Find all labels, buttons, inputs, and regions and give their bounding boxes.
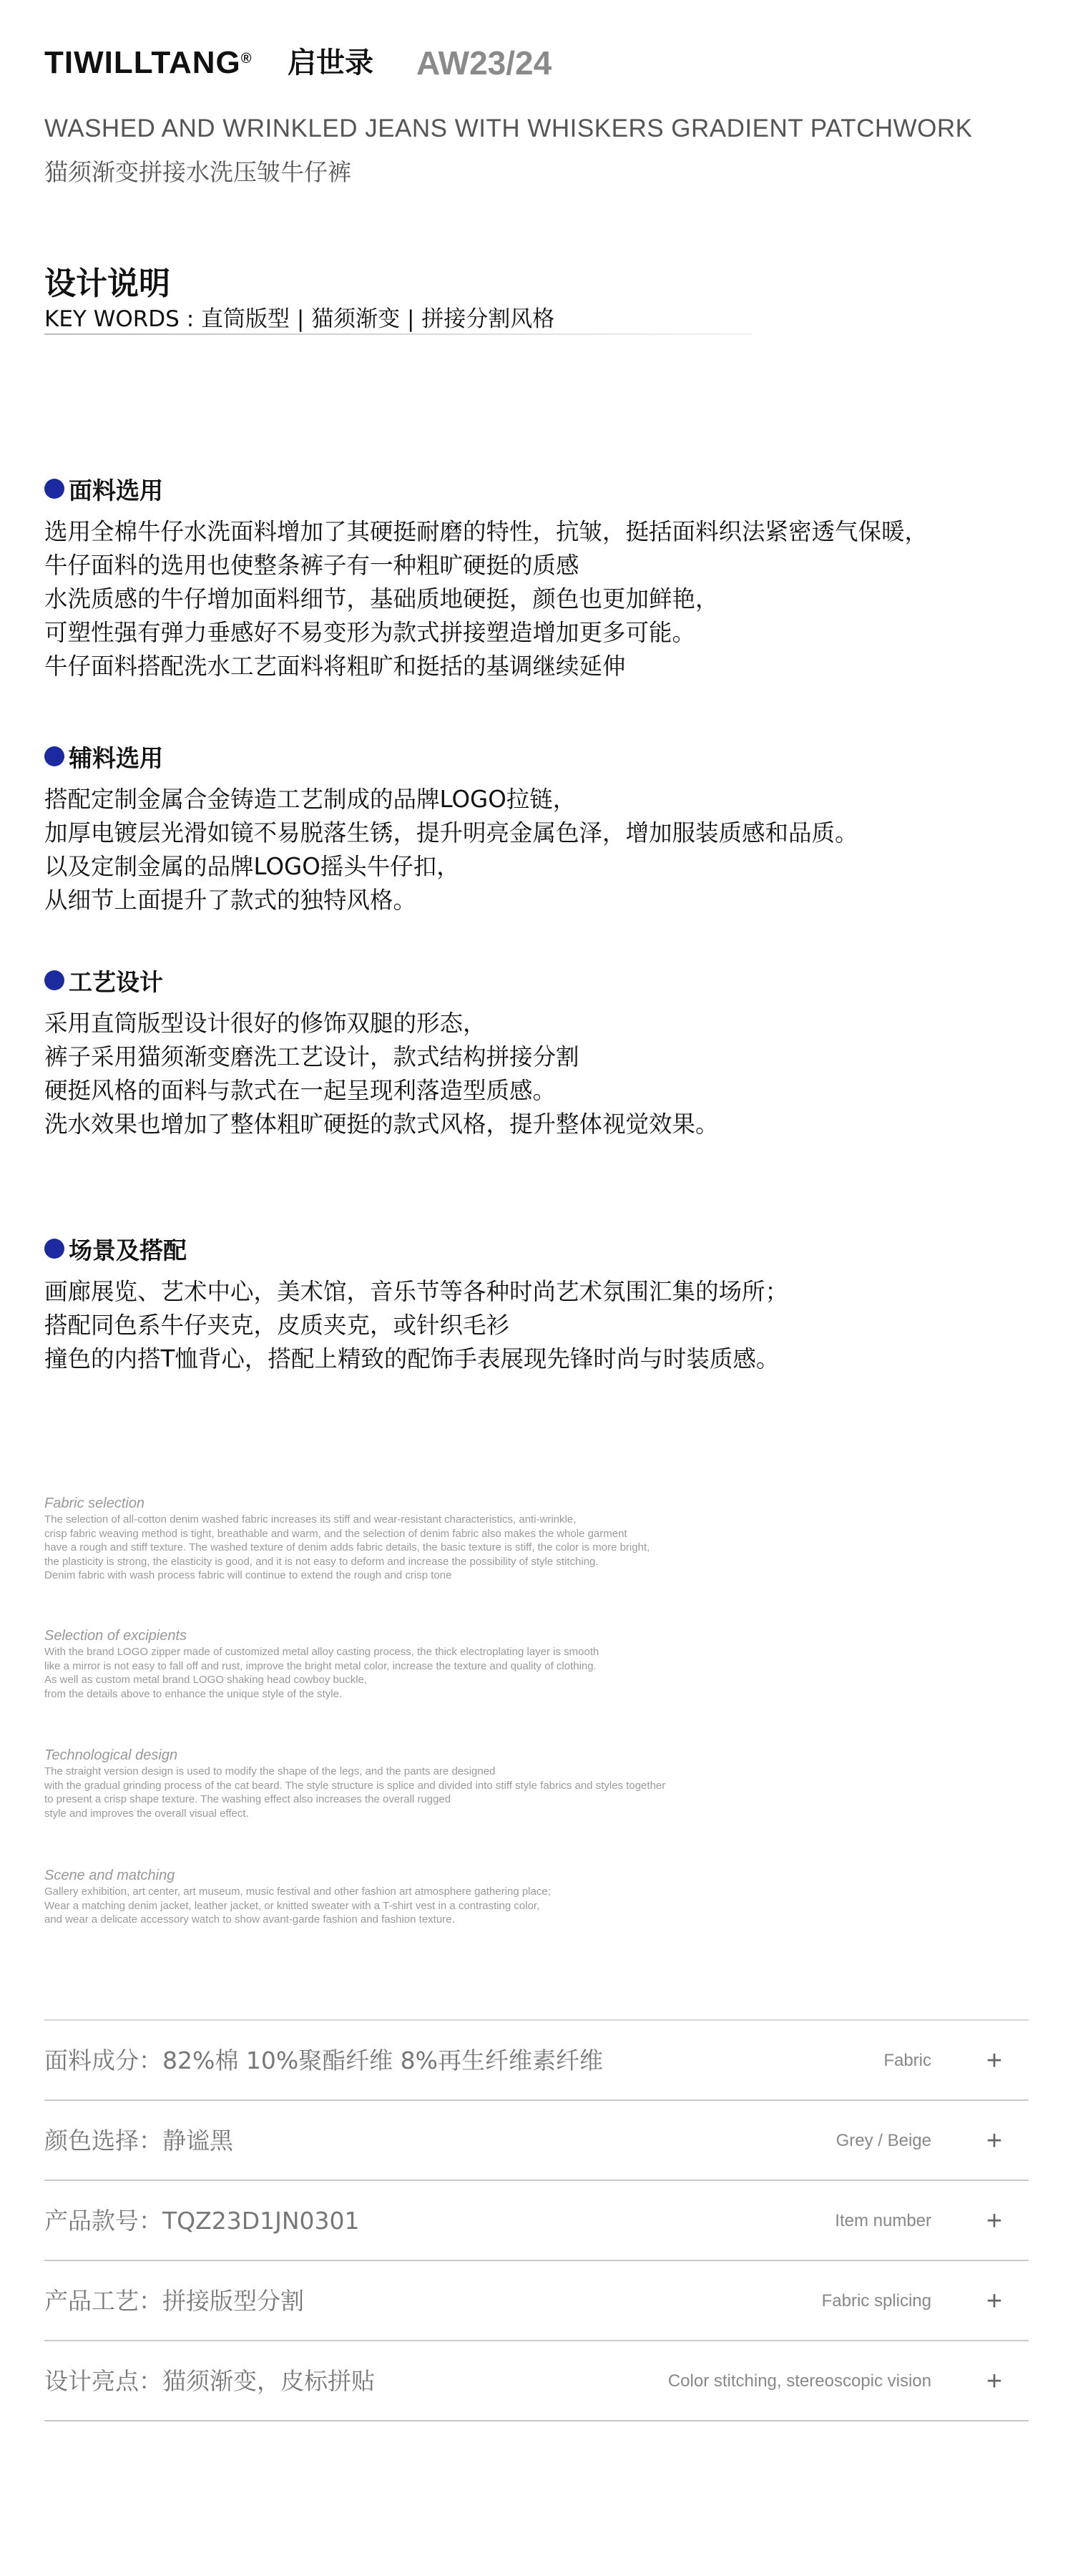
spec-row-highlights[interactable] — [44, 2341, 1029, 2421]
note-line: As well as custom metal brand LOGO shaking head cowboy buckle, — [44, 1674, 368, 1686]
note-line: The selection of all-cotton denim washed fabric increases its stiff and wear-resistant characteristics, anti-wrinkle, — [44, 1513, 577, 1526]
bullet-dot-icon — [44, 970, 64, 990]
bullet-dot-icon — [44, 479, 64, 499]
keywords-divider — [44, 333, 753, 335]
spec-en-label: Fabric — [883, 2051, 931, 2070]
brand-name: TIWILLTANG — [44, 45, 241, 80]
section-text-line: 牛仔面料的选用也使整条裤子有一种粗旷硬挺的质感 — [44, 552, 579, 579]
section-title: 面料选用 — [69, 476, 163, 504]
section-title: 工艺设计 — [69, 967, 163, 996]
note-line: Gallery exhibition, art center, art museum, music festival and other fashion art atmosphere gathering place; — [44, 1885, 551, 1898]
section-title: 场景及搭配 — [69, 1236, 187, 1264]
section-text-line: 搭配定制金属合金铸造工艺制成的品牌LOGO拉链， — [44, 786, 577, 813]
section-text-line: 牛仔面料搭配洗水工艺面料将粗旷和挺括的基调继续延伸 — [44, 653, 626, 680]
note-title: Fabric selection — [44, 1496, 145, 1511]
note-line: With the brand LOGO zipper made of customized metal alloy casting process, the thick electroplating layer is smooth — [44, 1646, 599, 1658]
note-line: have a rough and stiff texture. The washed texture of denim adds fabric details, the basic texture is stiff, the color is more bright, — [44, 1541, 650, 1553]
note-fabric-en — [44, 1494, 903, 1583]
note-line: Denim fabric with wash process fabric will continue to extend the rough and crisp tone — [44, 1569, 452, 1581]
section-text-line: 洗水效果也增加了整体粗旷硬挺的款式风格，提升整体视觉效果。 — [44, 1111, 719, 1138]
spec-en-label: Fabric splicing — [821, 2291, 931, 2311]
note-line: like a mirror is not easy to fall off and rust, improve the bright metal color, increase the texture and quality of clothing. — [44, 1659, 597, 1672]
section-text-line: 可塑性强有弹力垂感好不易变形为款式拼接塑造增加更多可能。 — [44, 619, 696, 646]
note-title: Technological design — [44, 1747, 178, 1763]
spec-en-label: Item number — [835, 2211, 931, 2230]
section-craft — [44, 962, 1039, 1141]
note-line: style and improves the overall visual effect. — [44, 1807, 249, 1820]
note-line: crisp fabric weaving method is tight, breathable and warm, and the selection of denim fabric also makes the whole garment — [44, 1527, 627, 1540]
section-text-line: 以及定制金属的品牌LOGO摇头牛仔扣， — [44, 853, 460, 880]
section-fabric — [44, 471, 1039, 683]
note-line: Wear a matching denim jacket, leather jacket, or knitted sweater with a T-shirt vest in a contrasting color, — [44, 1899, 540, 1912]
section-text-line: 采用直筒版型设计很好的修饰双腿的形态， — [44, 1010, 486, 1037]
season-label: AW23/24 — [416, 44, 552, 82]
section-text-line: 从细节上面提升了款式的独特风格。 — [44, 887, 417, 914]
spec-label: 产品工艺：拼接版型分割 — [44, 2287, 304, 2315]
plus-icon[interactable]: + — [986, 2366, 1003, 2396]
section-text-line: 硬挺风格的面料与款式在一起呈现利落造型质感。 — [44, 1077, 557, 1104]
spec-label: 颜色选择：静谧黑 — [44, 2127, 233, 2155]
spec-label: 设计亮点：猫须渐变，皮标拼贴 — [44, 2367, 375, 2395]
brand-logo — [44, 42, 252, 84]
note-title: Scene and matching — [44, 1868, 175, 1883]
section-accessories — [44, 738, 1039, 917]
keywords-line: KEY WORDS : 直筒版型 | 猫须渐变 | 拼接分割风格 — [44, 306, 555, 332]
bullet-dot-icon — [44, 1239, 64, 1259]
spec-row-item-number[interactable] — [44, 2181, 1029, 2261]
note-excipients-en — [44, 1626, 903, 1701]
note-scene-en — [44, 1866, 903, 1927]
note-line: the plasticity is strong, the elasticity is good, and it is not easy to deform and increase the possibility of style stitching. — [44, 1555, 599, 1568]
section-text-line: 加厚电镀层光滑如镜不易脱落生锈，提升明亮金属色泽，增加服装质感和品质。 — [44, 819, 858, 847]
spec-row-fabric[interactable] — [44, 2021, 1029, 2101]
note-line: The straight version design is used to modify the shape of the legs, and the pants are designed — [44, 1765, 496, 1777]
brand-header — [44, 42, 1029, 84]
section-text-line: 选用全棉牛仔水洗面料增加了其硬挺耐磨的特性，抗皱，挺括面料织法紧密透气保暖， — [44, 518, 929, 545]
note-title: Selection of excipients — [44, 1628, 187, 1644]
brand-name-cn: 启世录 — [288, 47, 373, 79]
section-text-line: 撞色的内搭T恤背心，搭配上精致的配饰手表展现先锋时尚与时装质感。 — [44, 1345, 780, 1372]
plus-icon[interactable]: + — [986, 2046, 1003, 2076]
section-text-line: 画廊展览、艺术中心，美术馆，音乐节等各种时尚艺术氛围汇集的场所； — [44, 1278, 789, 1305]
section-scene — [44, 1231, 1039, 1376]
note-line: from the details above to enhance the unique style of the style. — [44, 1687, 343, 1700]
spec-divider — [44, 2420, 1029, 2421]
bullet-dot-icon — [44, 746, 64, 766]
spec-en-label: Color stitching, stereoscopic vision — [667, 2371, 931, 2391]
product-title-cn: 猫须渐变拼接水洗压皱牛仔裤 — [44, 158, 351, 186]
note-line: with the gradual grinding process of the cat beard. The style structure is splice and divided into stiff style fabrics and styles together — [44, 1779, 666, 1792]
registered-mark: ® — [240, 51, 253, 67]
plus-icon[interactable]: + — [986, 2286, 1003, 2316]
spec-label: 产品款号：TQZ23D1JN0301 — [44, 2207, 360, 2235]
section-title: 辅料选用 — [69, 743, 163, 772]
spec-label: 面料成分：82%棉 10%聚酯纤维 8%再生纤维素纤维 — [44, 2046, 604, 2074]
section-text-line: 水洗质感的牛仔增加面料细节，基础质地硬挺，颜色也更加鲜艳， — [44, 585, 719, 613]
note-technology-en — [44, 1746, 903, 1820]
spec-row-craft[interactable] — [44, 2261, 1029, 2341]
section-text-line: 裤子采用猫须渐变磨洗工艺设计，款式结构拼接分割 — [44, 1043, 579, 1070]
plus-icon[interactable]: + — [986, 2206, 1003, 2236]
product-title-en: WASHED AND WRINKLED JEANS WITH WHISKERS GRADIENT PATCHWORK — [44, 114, 973, 142]
section-text-line: 搭配同色系牛仔夹克，皮质夹克，或针织毛衫 — [44, 1312, 510, 1339]
design-notes-heading: 设计说明 — [44, 265, 170, 302]
spec-en-label: Grey / Beige — [836, 2131, 931, 2150]
plus-icon[interactable]: + — [986, 2126, 1003, 2156]
note-line: to present a crisp shape texture. The washing effect also increases the overall rugged — [44, 1793, 451, 1805]
spec-row-color[interactable] — [44, 2101, 1029, 2181]
note-line: and wear a delicate accessory watch to show avant-garde fashion and fashion texture. — [44, 1913, 455, 1926]
